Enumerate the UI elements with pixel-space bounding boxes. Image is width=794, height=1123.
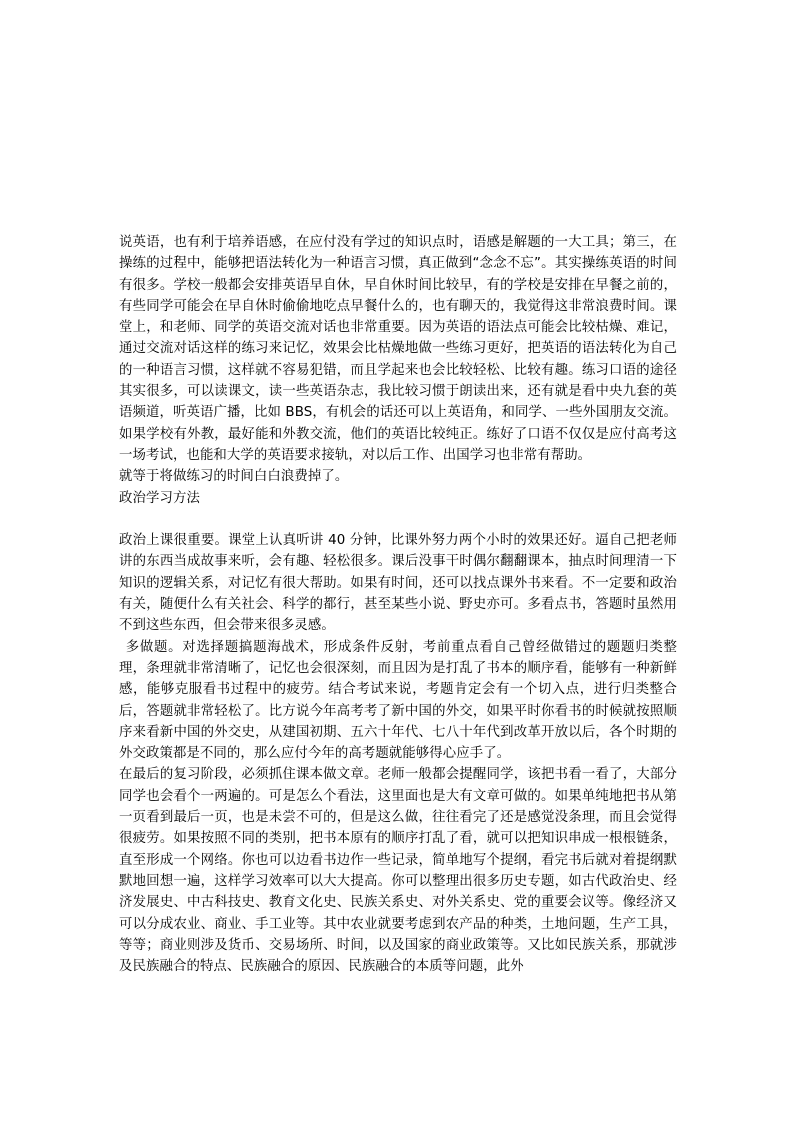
blank-line: [119, 509, 677, 530]
paragraph-english-practice: 说英语，也有利于培养语感，在应付没有学过的知识点时，语感是解题的一大工具；第三，在操练的过程中，能够把语法转化为一种语言习惯，真正做到“念念不忘”。其实操练英语的时间有很多。学校一般都会安排英语早自休，早自休时间比较早，有的学校是安排在早餐之前的，有些同学可能会在早自休时偷偷地吃点早餐什么的，也有聊天的，我觉得这非常浪费时间。课堂上，和老师、同学的英语交流对话也非常重要。因为英语的语法点可能会比较枯燥、难记，通过交流对话这样的练习来记忆，效果会比枯燥地做一些练习更好，把英语的语法转化为自己的一种语言习惯，这样就不容易犯错，而且学起来也会比较轻松、比较有趣。练习口语的途径其实很多，可以读课文，读一些英语杂志，我比较习惯于朗读出来，还有就是看中央九套的英语频道，听英语广播，比如 BBS，有机会的话还可以上英语角，和同学、一些外国朋友交流。如果学校有外教，最好能和外教交流，他们的英语比较纯正。练好了口语不仅仅是应付高考这一场考试，也能和大学的英语要求接轨，对以后工作、出国学习也非常有帮助。: [119, 235, 677, 463]
document-body: [119, 232, 677, 977]
paragraph-final-review: 在最后的复习阶段，必须抓住课本做文章。老师一般都会提醒同学，该把书看一看了，大部分同学也会看个一两遍的。可是怎么个看法，这里面也是大有文章可做的。如果单纯地把书从第一页看到最后一页，也是未尝不可的，但是这么做，往往看完了还是感觉没条理，而且会觉得很疲劳。如果按照不同的类别，把书本原有的顺序打乱了看，就可以把知识串成一根根链条，直至形成一个网络。你也可以边看书边作一些记录，简单地写个提纲，看完书后就对着提纲默默地回想一遍，这样学习效率可以大大提高。你可以整理出很多历史专题，如古代政治史、经济发展史、中古科技史、教育文化史、民族关系史、对外关系史、党的重要会议等。像经济又可以分成农业、商业、手工业等。其中农业就要考虑到农产品的种类，土地问题，生产工具，等等；商业则涉及货币、交易场所、时间，以及国家的商业政策等。又比如民族关系，那就涉及民族融合的特点、民族融合的原因、民族融合的本质等问题，此外: [119, 767, 677, 975]
paragraph-politics-class: 政治上课很重要。课堂上认真听讲 40 分钟，比课外努力两个小时的效果还好。逼自己把老师讲的东西当成故事来听，会有趣、轻松很多。课后没事干时偶尔翻翻课本，抽点时间理清一下知识的逻辑关系，对记忆有很大帮助。如果有时间，还可以找点课外书来看。不一定要和政治有关，随便什么有关社会、科学的都行，甚至某些小说、野史亦可。多看点书，答题时虽然用不到这些东西，但会带来很多灵感。: [119, 533, 677, 634]
section-heading-politics: 政治学习方法: [119, 490, 200, 506]
paragraph-practice-questions: 多做题。对选择题搞题海战术，形成条件反射，考前重点看自己曾经做错过的题题归类整理，条理就非常清晰了，记忆也会很深刻，而且因为是打乱了书本的顺序看，能够有一种新鲜感，能够克服看书过程中的疲劳。结合考试来说，考题肯定会有一个切入点，进行归类整合后，答题就非常轻松了。比方说今年高考考了新中国的外交，如果平时你看书的时候就按照顺序来看新中国的外交史，从建国初期、五六十年代、七八十年代到改革开放以后，各个时期的外交政策都是不同的，那么应付今年的高考题就能够得心应手了。: [119, 639, 677, 762]
paragraph-wasted-time: 就等于将做练习的时间白白浪费掉了。: [119, 469, 349, 485]
